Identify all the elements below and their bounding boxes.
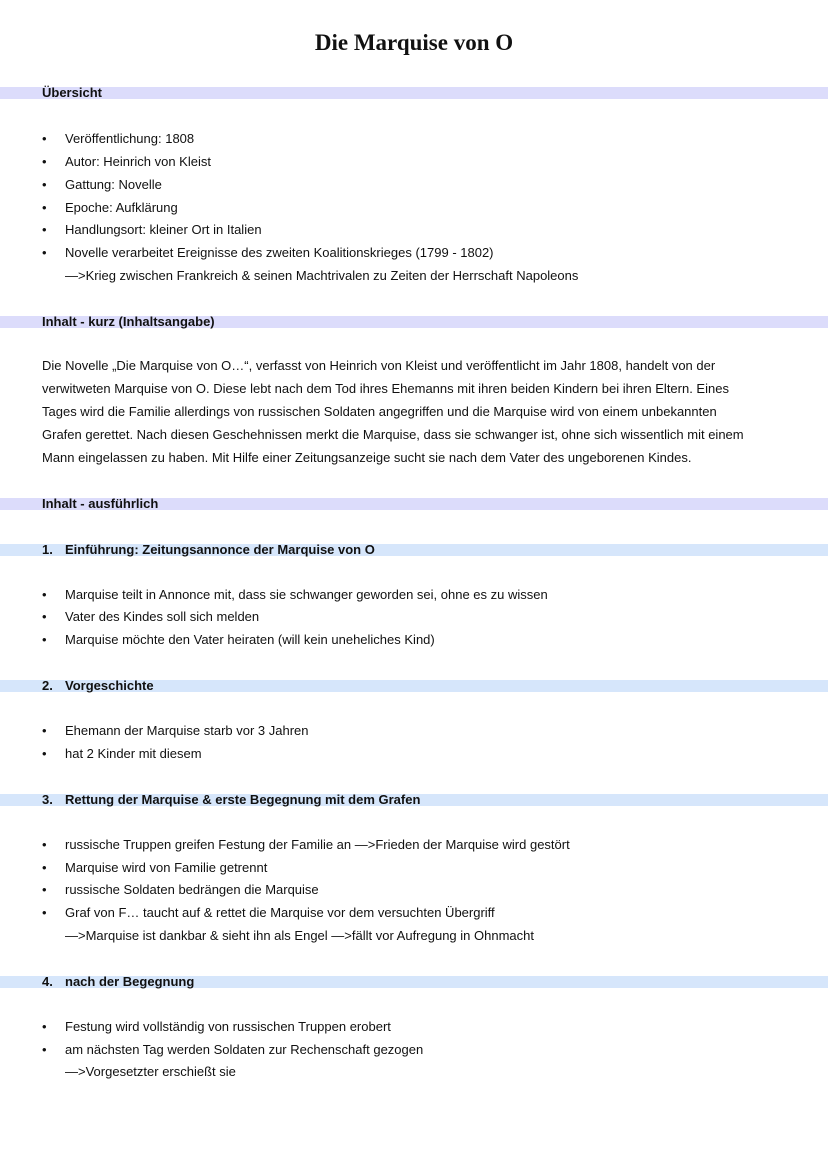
subsection-heading-2: 2. Vorgeschichte	[42, 678, 154, 693]
subsection-heading-1: 1. Einführung: Zeitungsannonce der Marquise von O	[42, 542, 375, 557]
list-item-continuation: —>Vorgesetzter erschießt sie	[65, 1064, 236, 1079]
section-heading-overview: Übersicht	[42, 85, 102, 100]
summary-line: Mann eingelassen zu haben. Mit Hilfe einer Zeitungsanzeige sucht sie nach dem Vater des ungeborenen Kindes.	[42, 449, 692, 465]
subsection-heading-4: 4. nach der Begegnung	[42, 974, 195, 989]
summary-line: Grafen gerettet. Nach diesen Geschehnissen merkt die Marquise, dass sie schwanger ist, ohne sich wissentlich mit einem	[42, 426, 744, 442]
section-heading-detail: Inhalt - ausführlich	[42, 496, 159, 511]
summary-line: verwitweten Marquise von O. Diese lebt nach dem Tod ihres Ehemanns mit ihren beiden Kindern bei ihren Eltern. Eines	[42, 380, 729, 396]
section-band	[0, 87, 828, 99]
summary-line: Die Novelle „Die Marquise von O…“, verfasst von Heinrich von Kleist und veröffentlicht im Jahr 1808, handelt von der	[42, 358, 716, 373]
subsection-heading-3: 3. Rettung der Marquise & erste Begegnung mit dem Grafen	[42, 792, 421, 807]
section-heading-summary: Inhalt - kurz (Inhaltsangabe)	[42, 314, 215, 329]
list-item-continuation: —>Krieg zwischen Frankreich & seinen Machtrivalen zu Zeiten der Herrschaft Napoleons	[65, 268, 579, 283]
list-item-continuation: —>Marquise ist dankbar & sieht ihn als Engel —>fällt vor Aufregung in Ohnmacht	[65, 928, 534, 943]
summary-paragraph	[42, 355, 792, 470]
page-title: Die Marquise von O	[314, 30, 514, 55]
summary-line: Tages wird die Familie allerdings von russischen Soldaten angegriffen und die Marquise wird von einem unbekannten	[42, 403, 717, 419]
